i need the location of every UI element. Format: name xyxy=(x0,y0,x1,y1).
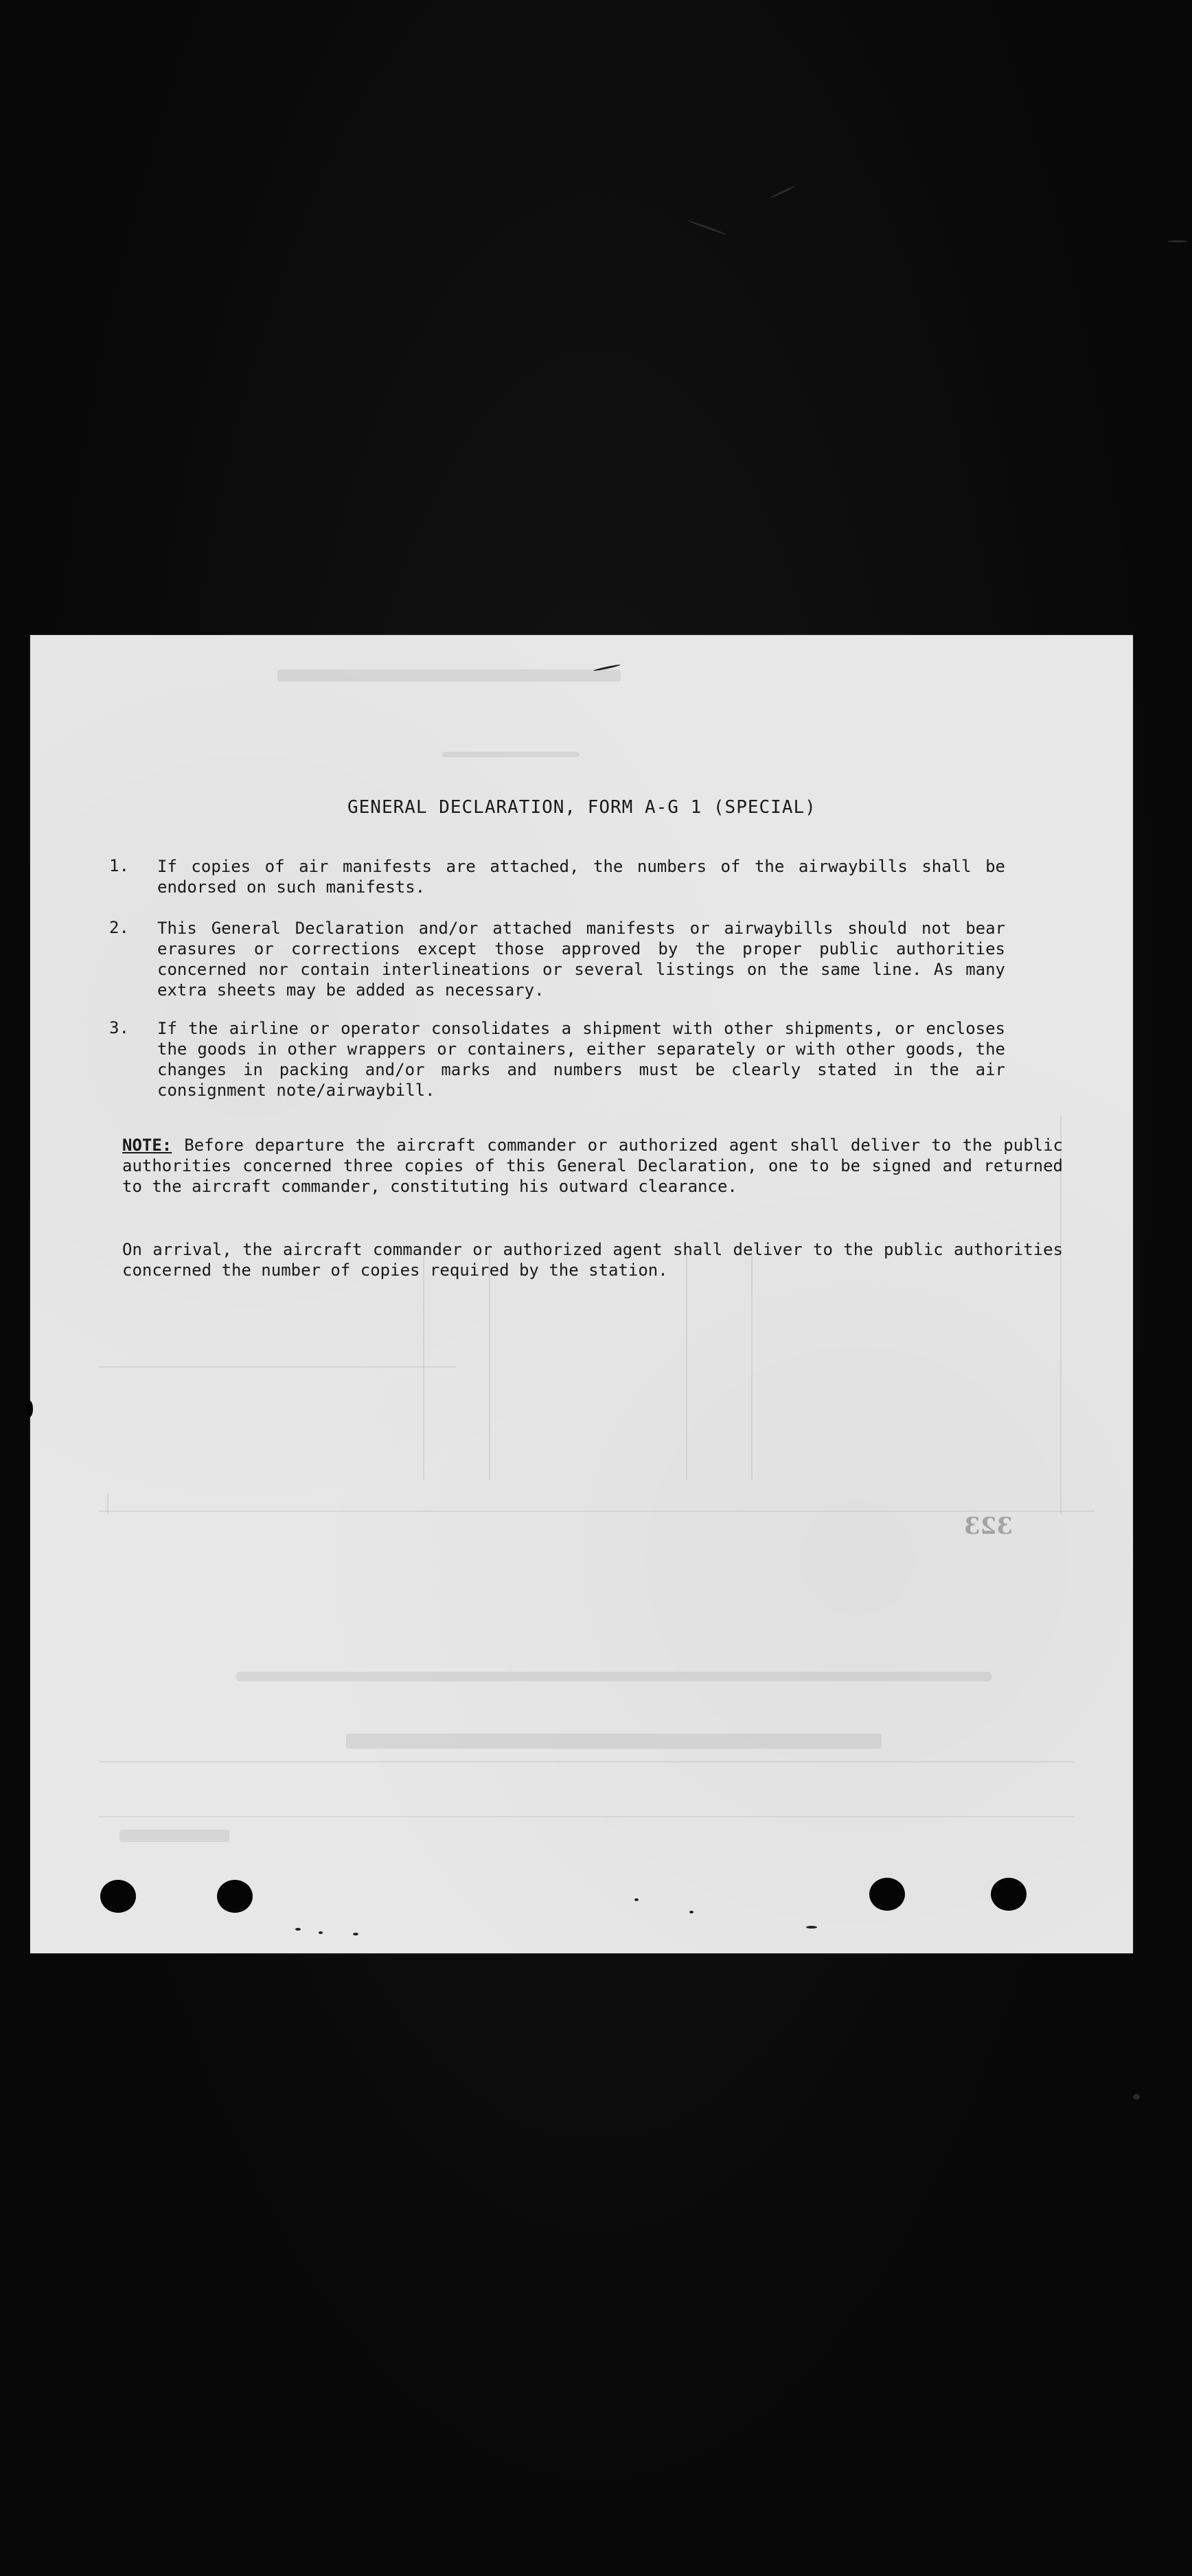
bleed-through-line xyxy=(119,1830,229,1842)
item-number: 2. xyxy=(109,918,129,937)
scan-speck xyxy=(26,1401,33,1417)
note-paragraph xyxy=(122,1135,1063,1197)
note-label: NOTE: xyxy=(122,1136,172,1155)
bleed-through-line xyxy=(99,1366,456,1368)
punch-hole xyxy=(217,1880,253,1913)
bleed-through-line xyxy=(442,752,580,757)
scan-speck xyxy=(1133,2094,1140,2100)
item-number: 3. xyxy=(109,1018,129,1037)
reversed-stamp-number: 323 xyxy=(964,1513,1013,1540)
bleed-through-line xyxy=(423,1253,424,1480)
bleed-through-line xyxy=(99,1816,1074,1817)
bleed-through-line xyxy=(751,1253,753,1480)
bleed-through-line xyxy=(489,1253,490,1480)
bleed-through-line xyxy=(236,1672,992,1681)
ink-speck xyxy=(353,1933,358,1935)
bleed-through-line xyxy=(99,1510,1094,1512)
bleed-through-line xyxy=(346,1734,882,1749)
arrival-paragraph: On arrival, the aircraft commander or authorized agent shall deliver to the public authorities concerned the number of copies required by the station. xyxy=(122,1240,1063,1280)
ink-speck xyxy=(319,1931,323,1934)
list-item xyxy=(109,856,1070,897)
document-page xyxy=(30,635,1133,1953)
note-text: Before departure the aircraft commander or authorized agent shall deliver to the public authorities concerned three copies of this General Declaration, one to be signed and returned to the aircraft commander, constituting his outward clearance. xyxy=(122,1136,1063,1196)
ink-speck xyxy=(689,1911,694,1913)
bleed-through-line xyxy=(277,669,621,682)
item-text: This General Declaration and/or attached manifests or airwaybills should not bear erasures or corrections except those approved by the proper public authorities concerned nor contain interlineations or several listings on the same line. As many extra sheets may be added as necessary. xyxy=(157,919,1005,1000)
scan-speck xyxy=(1167,240,1188,242)
item-text: If the airline or operator consolidates a shipment with other shipments, or encloses the goods in other wrappers or containers, either separately or with other goods, the changes in packing and/or marks and numbers must be clearly stated in the air consignment note/airwaybill. xyxy=(157,1019,1005,1100)
item-text: If copies of air manifests are attached, the numbers of the airwaybills shall be endorsed on such manifests. xyxy=(157,857,1005,897)
ink-speck xyxy=(295,1928,301,1931)
punch-hole xyxy=(869,1878,905,1911)
item-number: 1. xyxy=(109,856,129,875)
document-title: GENERAL DECLARATION, FORM A-G 1 (SPECIAL) xyxy=(347,797,816,818)
bleed-through-line xyxy=(686,1253,687,1480)
list-item xyxy=(109,918,1070,1000)
ink-speck xyxy=(634,1898,639,1901)
bleed-through-line xyxy=(99,1761,1074,1762)
ink-speck xyxy=(806,1926,817,1929)
list-item xyxy=(109,1018,1070,1101)
punch-hole xyxy=(100,1880,136,1913)
bleed-through-line xyxy=(107,1493,108,1514)
punch-hole xyxy=(991,1878,1027,1911)
